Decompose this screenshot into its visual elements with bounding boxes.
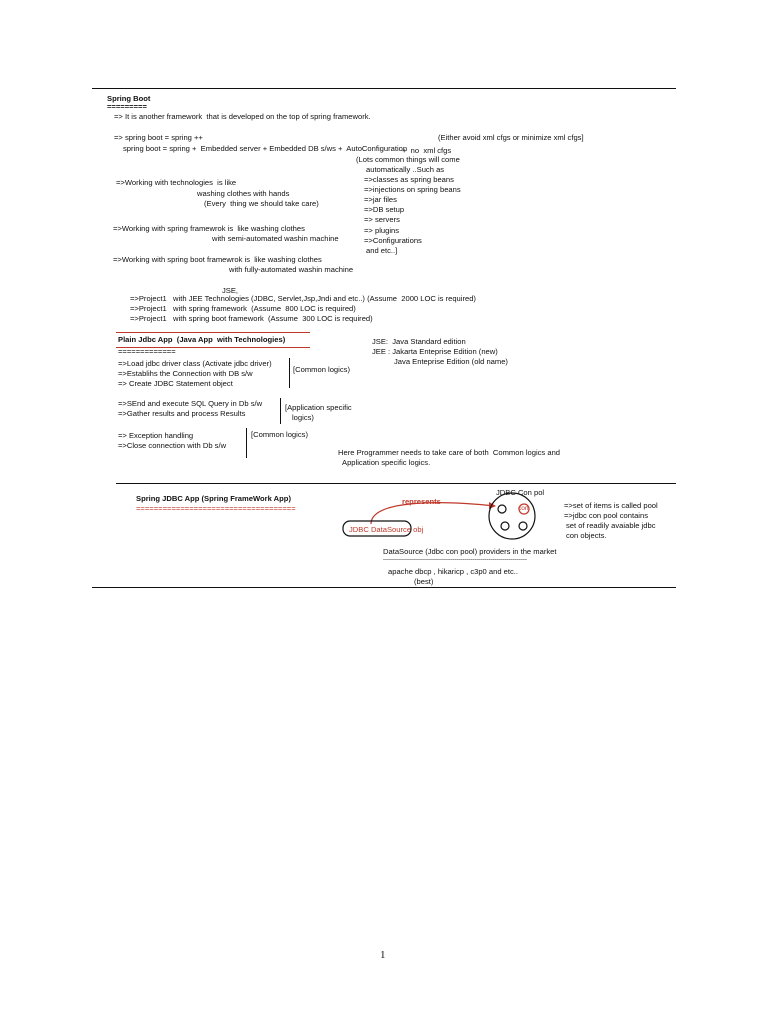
providers-title: DataSource (Jdbc con pool) providers in the market	[383, 547, 557, 556]
pool-note-0: =>set of items is called pool	[564, 501, 658, 510]
pool-note-1: =>jdbc con pool contains	[564, 511, 649, 520]
step-b-1: =>Gather results and process Results	[118, 409, 246, 418]
equation-line-2: spring boot = spring + Embedded server + Embedded DB s/ws + AutoConfiguration	[123, 144, 408, 153]
lots-note-7: => plugins	[364, 226, 400, 235]
con-label: con	[518, 505, 529, 512]
step-a-1: =>Establihs the Connection with DB s/w	[118, 369, 253, 378]
pool-label: JDBC Con pol	[496, 488, 545, 497]
analogy-3-line-0: =>Working with spring boot framewrok is like washing clothes	[113, 255, 322, 264]
lots-note-0: (Lots common things will come	[356, 155, 460, 164]
step-c-0: => Exception handling	[118, 431, 194, 440]
lots-note-2: =>classes as spring beans	[364, 175, 454, 184]
analogy-3-line-1: with fully-automated washin machine	[229, 265, 354, 274]
lots-note-3: =>injections on spring beans	[364, 185, 461, 194]
analogy-1-line-1: washing clothes with hands	[197, 189, 290, 198]
represents-label: represents	[402, 497, 441, 506]
project-line-2: =>Project1 with spring boot framework (Assume 300 LOC is required)	[130, 314, 373, 323]
project-line-0: =>Project1 with JEE Technologies (JDBC, Servlet,Jsp,Jndi and etc..) (Assume 2000 LOC is required)	[130, 294, 476, 303]
jee-old-name: Java Enteprise Edition (old name)	[394, 357, 508, 366]
providers-list: apache dbcp , hikaricp , c3p0 and etc..	[388, 567, 519, 576]
step-a-0: =>Load jdbc driver class (Activate jdbc driver)	[118, 359, 272, 368]
jse-definition: JSE: Java Standard edition	[372, 337, 466, 346]
step-c-1: =>Close connection with Db s/w	[118, 441, 227, 450]
label-app-specific-0: [Application specific	[285, 403, 352, 412]
best-note: (best)	[414, 577, 434, 586]
jee-definition: JEE : Jakarta Enteprise Edition (new)	[372, 347, 498, 356]
equation-line-2-tail: + no xml cfgs	[402, 146, 452, 155]
equation-line-1: => spring boot = spring ++	[114, 133, 203, 142]
section-title-spring-jdbc: Spring JDBC App (Spring FrameWork App)	[136, 494, 291, 503]
lots-note-1: automatically ..Such as	[366, 165, 445, 174]
con-circle-left	[498, 505, 506, 513]
lots-note-6: => servers	[364, 215, 400, 224]
project-line-1: =>Project1 with spring framework (Assume 800 LOC is required)	[130, 304, 356, 313]
section3-underline: ====================================	[136, 504, 296, 513]
con-circle-bottom-left	[501, 522, 509, 530]
section-title-plain-jdbc: Plain Jdbc App (Java App with Technologies)	[118, 335, 286, 344]
section-title-spring-boot: Spring Boot	[107, 94, 151, 103]
analogy-1-line-0: =>Working with technologies is like	[116, 178, 237, 187]
providers-rule: ------------------------------------------------------------------------	[383, 557, 527, 563]
lots-note-4: =>jar files	[364, 195, 397, 204]
label-app-specific-1: logics)	[292, 413, 314, 422]
section2-underline: =============	[118, 347, 176, 356]
pool-circle	[489, 493, 535, 539]
title-underline: =========	[107, 102, 147, 111]
analogy-2-line-0: =>Working with spring framewrok is like washing clothes	[113, 224, 305, 233]
analogy-1-line-2: (Every thing we should take care)	[204, 199, 319, 208]
pool-note-3: con objects.	[566, 531, 607, 540]
intro-line: => It is another framework that is developed on the top of spring framework.	[114, 112, 371, 121]
jse-label: JSE,	[222, 286, 239, 295]
lots-note-8: =>Configurations	[364, 236, 422, 245]
programmer-note-1: Application specific logics.	[342, 458, 431, 467]
page-number: 1	[380, 949, 386, 961]
step-b-0: =>SEnd and execute SQL Query in Db s/w	[118, 399, 263, 408]
programmer-note-0: Here Programmer needs to take care of both Common logics and	[338, 448, 561, 457]
pool-note-2: set of readily avaiable jdbc	[566, 521, 656, 530]
label-common-logics-c: [Common logics)	[251, 430, 308, 439]
label-common-logics-a: [Common logics)	[293, 365, 350, 374]
con-circle-bottom-right	[519, 522, 527, 530]
analogy-2-line-1: with semi-automated washin machine	[212, 234, 339, 243]
step-a-2: => Create JDBC Statement object	[118, 379, 233, 388]
lots-note-5: =>DB setup	[364, 205, 405, 214]
lots-note-9: and etc..]	[366, 246, 398, 255]
datasource-label: JDBC DataSource obj	[349, 525, 424, 534]
either-note: (Either avoid xml cfgs or minimize xml cfgs]	[438, 133, 584, 142]
